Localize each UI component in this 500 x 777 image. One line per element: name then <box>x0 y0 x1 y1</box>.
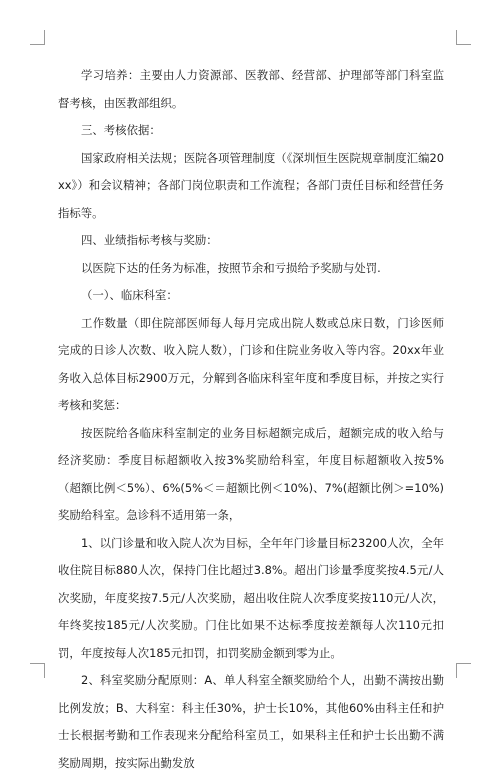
crop-mark-top-left <box>30 30 45 45</box>
paragraph-training-oversight: 学习培养：主要由人力资源部、医教部、经营部、护理部等部门科室监督考核，由医教部组织。 <box>58 68 444 110</box>
paragraph-workload-targets: 工作数量（即住院部医师每人每月完成出院人数或总床日数，门诊医师完成的日诊人次数、收入院人数），门诊和住院业务收入等内容。20xx年业务收入总体目标2900万元，分解到各临床科室年度和季度目标，并按之实行考核和奖惩： <box>58 315 444 412</box>
document-body <box>58 62 444 777</box>
paragraph-assessment-basis: 国家政府相关法规；医院各项管理制度（《深圳恒生医院规章制度汇编20xx》）和会议精神；各部门岗位职责和工作流程；各部门责任目标和经营任务指标等。 <box>58 150 444 220</box>
paragraph-excess-revenue-rewards: 按医院给各临床科室制定的业务目标超额完成后，超额完成的收入给与经济奖励：季度目标超额收入按3%奖励给科室，年度目标超额收入按5%（超额比例＜5%）、6%(5%＜＝超额比例＜10%)、7%(超额比例＞=10%)奖励给科室。急诊科不适用第一条， <box>58 425 444 522</box>
heading-assessment-basis: 三、考核依据： <box>81 123 161 137</box>
paragraph-reward-standard: 以医院下达的任务为标准，按照节余和亏损给予奖励与处罚. <box>81 260 381 275</box>
paragraph-reward-distribution: 2、科室奖励分配原则：A、单人科室全额奖励给个人，出勤不满按出勤比例发放；B、大科室：科主任30%，护士长10%，其他60%由科主任和护士长根据考勤和工作表现来分配给科室员工，如果科主任和护士长出勤不满奖励周期，按实际出勤发放 <box>58 673 444 770</box>
heading-clinical-departments: （一）、临床科室： <box>81 288 178 302</box>
crop-mark-bottom-right <box>456 663 471 678</box>
crop-mark-top-right <box>456 30 471 45</box>
paragraph-outpatient-targets: 1、以门诊量和收入院人次为目标，全年年门诊量目标23200人次，全年收住院目标880人次，保持门住比超过3.8%。超出门诊量季度奖按4.5元/人次奖励，年度奖按7.5元/人次奖励，超出收住院人次季度奖按110元/人次，年终奖按185元/人次奖励。门住比如果不达标季度按差额每人次110元扣罚，年度按每人次185元扣罚，扣罚奖励金额到零为止。 <box>58 535 444 660</box>
crop-mark-bottom-left <box>30 663 45 678</box>
heading-performance-indicators: 四、业绩指标考核与奖励： <box>81 233 218 247</box>
